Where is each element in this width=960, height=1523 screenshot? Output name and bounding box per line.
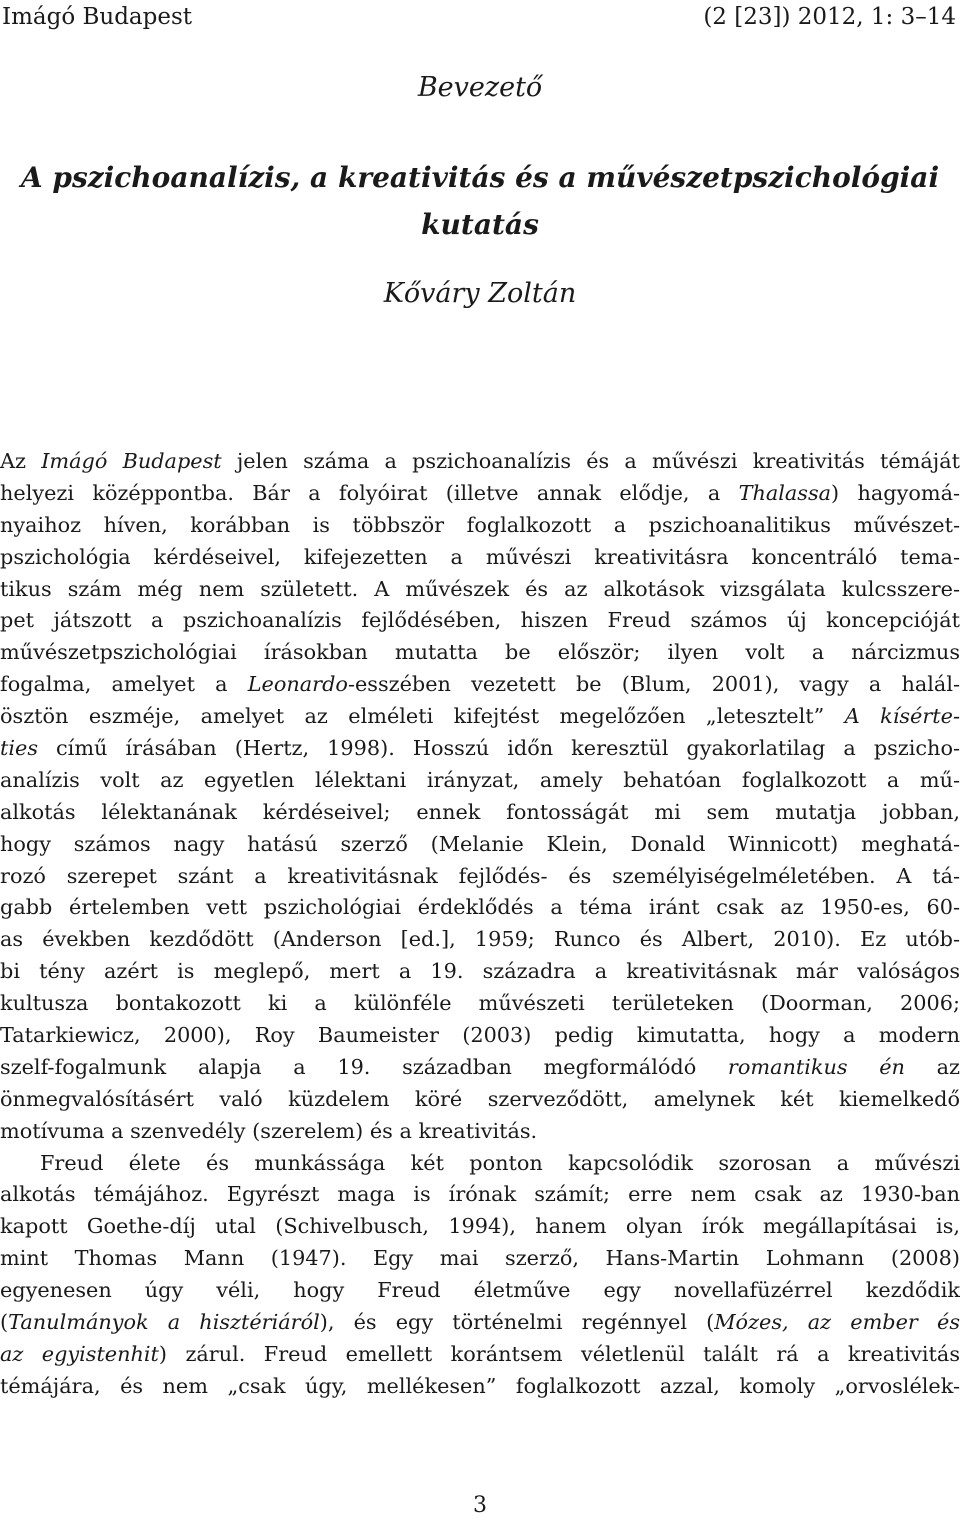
text-line <box>0 765 960 797</box>
text-line <box>0 1052 960 1084</box>
text-line <box>0 574 960 606</box>
section-label: Bevezető <box>417 72 543 103</box>
journal-name: Imágó Budapest <box>2 4 193 30</box>
text-segment: fogalma, amelyet a <box>0 672 248 697</box>
text-segment: jelen száma a pszichoanalízis és a művészi kreativitás témáját <box>221 449 960 473</box>
text-segment: analízis volt az egyetlen lélektani irányzat, amely behatóan foglalkozott a mű- <box>0 767 960 792</box>
text-line <box>0 1116 960 1148</box>
text-segment: as években kezdődött (Anderson [ed.], 1959; Runco és Albert, 2010). Ez utób- <box>0 927 960 952</box>
article-title-line: A pszichoanalízis, a kreativitás és a művészetpszichológiai <box>20 161 940 194</box>
text-segment: alkotás témájához. Egyrészt maga is írónak számít; erre nem csak az 1930-ban <box>0 1182 960 1207</box>
text-line <box>0 637 960 669</box>
text-line <box>0 988 960 1020</box>
text-line <box>0 1307 960 1339</box>
text-segment: Tatarkiewicz, 2000), Roy Baumeister (2003) pedig kimutatta, hogy a modern <box>0 1023 960 1048</box>
text-segment: Az <box>0 449 42 473</box>
text-segment: szelf-fogalmunk alapja a 19. században megformálódó <box>0 1054 728 1079</box>
text-segment: ), és egy történelmi regénnyel ( <box>319 1310 715 1335</box>
text-line <box>0 1371 960 1403</box>
text-segment: alkotás lélektanának kérdéseivel; ennek fontosságát mi sem mutatja jobban, <box>0 799 960 824</box>
text-segment: kultusza bontakozott ki a különféle művészeti területeken (Doorman, 2006; <box>0 991 960 1016</box>
article-title <box>0 154 960 248</box>
text-segment: motívuma a szenvedély (szerelem) és a kreativitás. <box>0 1118 538 1143</box>
text-line <box>0 542 960 574</box>
text-segment: témájára, és nem „csak úgy, mellékesen” foglalkozott azzal, komoly „orvoslélek- <box>0 1373 960 1398</box>
text-segment: -esszében vezetett be (Blum, 2001), vagy a halál- <box>347 672 960 697</box>
text-segment: az <box>904 1054 960 1079</box>
text-segment: Freud élete és munkássága két ponton kapcsolódik szorosan a művészi <box>40 1150 960 1175</box>
text-line <box>0 446 960 478</box>
text-line <box>0 861 960 893</box>
italic-segment: Tanulmányok a hisztériáról <box>8 1310 320 1335</box>
italic-segment: Mózes, az ember és <box>714 1310 960 1335</box>
italic-segment: Imágó Budapest <box>41 449 222 473</box>
text-line <box>0 510 960 542</box>
running-head <box>0 2 960 32</box>
text-line <box>0 1243 960 1275</box>
text-line <box>0 1339 960 1371</box>
text-segment: egyenesen úgy véli, hogy Freud életműve egy novellafüzérrel kezdődik <box>0 1278 960 1303</box>
text-line <box>0 924 960 956</box>
author-name: Kőváry Zoltán <box>383 278 577 309</box>
text-line <box>0 669 960 701</box>
text-segment: gabb értelemben vett pszichológiai érdeklődés a téma iránt csak az 1950-es, 60- <box>0 895 960 920</box>
italic-segment: ties <box>0 736 38 761</box>
text-segment: kapott Goethe-díj utal (Schivelbusch, 1994), hanem olyan írók megállapításai is, <box>0 1214 960 1239</box>
text-line <box>0 1084 960 1116</box>
text-line <box>0 1275 960 1307</box>
text-segment: tikus szám még nem született. A művészek és az alkotások vizsgálata kulcsszere- <box>0 576 960 601</box>
text-segment: pszichológia kérdéseivel, kifejezetten a művészi kreativitásra koncentráló tema- <box>0 544 960 569</box>
text-line <box>0 1020 960 1052</box>
text-line <box>0 733 960 765</box>
text-line <box>0 1179 960 1211</box>
text-segment: nyaihoz híven, korábban is többször foglalkozott a pszichoanalitikus művészet- <box>0 512 960 537</box>
italic-segment: az egyistenhit <box>0 1341 159 1366</box>
text-segment: rozó szerepet szánt a kreativitásnak fejlődés- és személyiségelméletében. A tá- <box>0 863 960 888</box>
text-line <box>0 797 960 829</box>
text-line <box>0 1148 960 1180</box>
italic-segment: A kísérte- <box>844 704 960 729</box>
text-segment: mint Thomas Mann (1947). Egy mai szerző, Hans-Martin Lohmann (2008) <box>0 1246 960 1271</box>
text-line <box>0 478 960 510</box>
italic-segment: Thalassa <box>738 480 832 505</box>
body-text <box>0 446 960 1403</box>
text-segment: ) hagyomá- <box>831 480 960 505</box>
text-line <box>0 701 960 733</box>
text-segment: művészetpszichológiai írásokban mutatta be először; ilyen volt a nárcizmus <box>0 640 960 665</box>
text-segment: helyezi középpontba. Bár a folyóirat (illetve annak elődje, a <box>0 480 739 505</box>
text-line <box>0 829 960 861</box>
text-segment: önmegvalósításért való küzdelem köré szerveződött, amelynek két kiemelkedő <box>0 1086 960 1111</box>
text-line <box>0 892 960 924</box>
text-segment: bi tény azért is meglepő, mert a 19. századra a kreativitásnak már valóságos <box>0 959 960 984</box>
italic-segment: romantikus én <box>727 1054 905 1079</box>
page-number: 3 <box>473 1493 487 1518</box>
text-segment: című írásában (Hertz, 1998). Hosszú időn keresztül gyakorlatilag a pszicho- <box>38 736 960 761</box>
text-line <box>0 605 960 637</box>
text-segment: hogy számos nagy hatású szerző (Melanie Klein, Donald Winnicott) meghatá- <box>0 831 960 856</box>
italic-segment: Leonardo <box>247 672 348 697</box>
issue-citation: (2 [23]) 2012, 1: 3–14 <box>703 4 956 30</box>
text-segment: ösztön eszméje, amelyet az elméleti kifejtést megelőzően „letesztelt” <box>0 704 845 729</box>
article-title-line: kutatás <box>421 208 539 241</box>
text-segment: ) zárul. Freud emellett korántsem véletlenül talált rá a kreativitás <box>158 1341 960 1366</box>
text-segment: ( <box>0 1310 9 1335</box>
text-line <box>0 956 960 988</box>
text-segment: pet játszott a pszichoanalízis fejlődésében, hiszen Freud számos új koncepcióját <box>0 608 960 633</box>
text-line <box>0 1211 960 1243</box>
